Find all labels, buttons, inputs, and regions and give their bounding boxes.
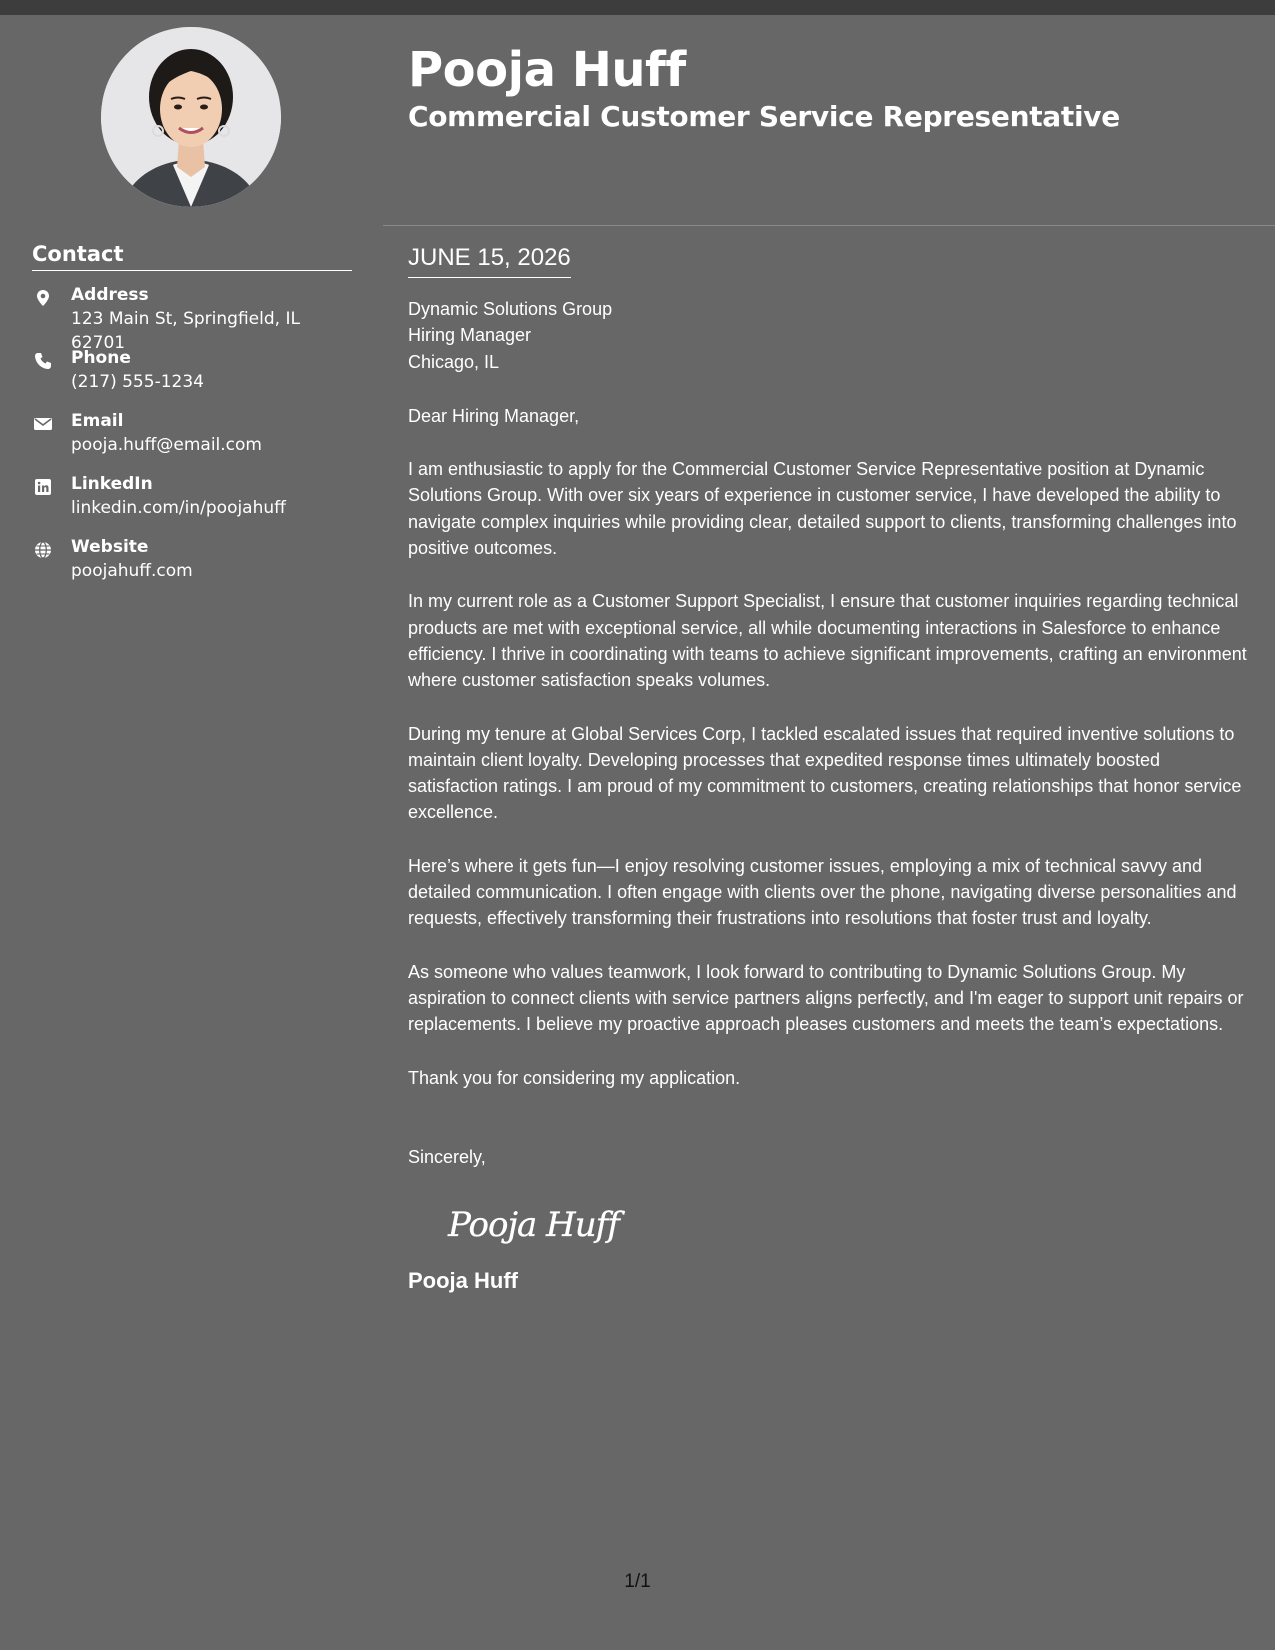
address-value: 123 Main St, Springfield, IL 62701 [71,309,300,353]
letter-header [408,40,1258,134]
closing: Sincerely, [408,1146,486,1167]
recipient-block [408,296,1253,375]
linkedin-icon [34,478,52,496]
contact-label: Phone [71,348,131,368]
recipient-company: Dynamic Solutions Group [408,299,613,319]
contact-heading: Contact [32,240,352,271]
recipient-location: Chicago, IL [408,351,500,372]
letter-date: JUNE 15, 2026 [408,243,571,278]
paragraph: In my current role as a Customer Support Specialist, I ensure that customer inquiries regarding technical products are met with exceptional service, all while documenting interactions in Salesforce to enhance efficiency. I thrive in coordinating with teams to achieve significant improvements, crafting an environment where customer satisfaction speaks volumes. [408,591,1247,691]
contact-label: Website [71,537,149,557]
letter-body [408,243,1253,1296]
contact-label: Email [71,411,124,431]
globe-icon [34,541,52,559]
header-divider [383,225,1275,226]
contact-list [32,283,352,598]
paragraph: During my tenure at Global Services Corp, I tackled escalated issues that required inventive solutions to maintain client loyalty. Developing processes that expedited response times ultimately boosted satisfaction ratings. I am proud of my commitment to customers, creating relationships that honor service excellence. [408,723,1242,823]
contact-label: Address [71,285,149,305]
linkedin-value[interactable]: linkedin.com/in/poojahuff [71,498,286,518]
recipient-role: Hiring Manager [408,325,532,346]
phone-icon [34,352,52,370]
contact-label: LinkedIn [71,474,153,494]
paragraph: I am enthusiastic to apply for the Commercial Customer Service Representative position at Dynamic Solutions Group. With over six years of experience in customer service, I have developed the ability to navigate complex inquiries while providing clear, detailed support to clients, transforming challenges into positive outcomes. [408,459,1237,559]
candidate-title: Commercial Customer Service Representative [408,100,1120,133]
website-value[interactable]: poojahuff.com [71,561,193,581]
candidate-name: Pooja Huff [408,42,686,98]
profile-photo [101,27,281,207]
avatar [101,27,281,207]
contact-item-email [32,409,352,472]
signer-name: Pooja Huff [408,1268,518,1294]
top-bar [0,0,1275,15]
envelope-icon [34,415,52,433]
salutation: Dear Hiring Manager, [408,405,580,426]
contact-item-address [32,283,352,353]
handwritten-signature [444,1194,1253,1254]
page-number: 1/1 [624,1571,651,1592]
signature-text: Pooja Huff [448,1205,619,1246]
map-pin-icon [34,289,52,307]
email-value[interactable]: pooja.huff@email.com [71,435,262,455]
paragraph: Thank you for considering my application. [408,1067,741,1088]
paragraph: Here’s where it gets fun—I enjoy resolving customer issues, employing a mix of technical savvy and detailed communication. I often engage with clients over the phone, navigating diverse personalities and requests, effectively transforming their frustrations into resolutions that foster trust and loyalty. [408,855,1237,929]
contact-item-linkedin [32,472,352,535]
contact-item-phone [32,346,352,409]
phone-value: (217) 555-1234 [71,372,204,392]
paragraph: As someone who values teamwork, I look forward to contributing to Dynamic Solutions Group. My aspiration to connect clients with service partners aligns perfectly, and I'm eager to support unit repairs or replacements. I believe my proactive approach pleases customers and meets the team’s expectations. [408,961,1244,1035]
contact-sidebar [32,240,352,598]
contact-item-website [32,535,352,598]
